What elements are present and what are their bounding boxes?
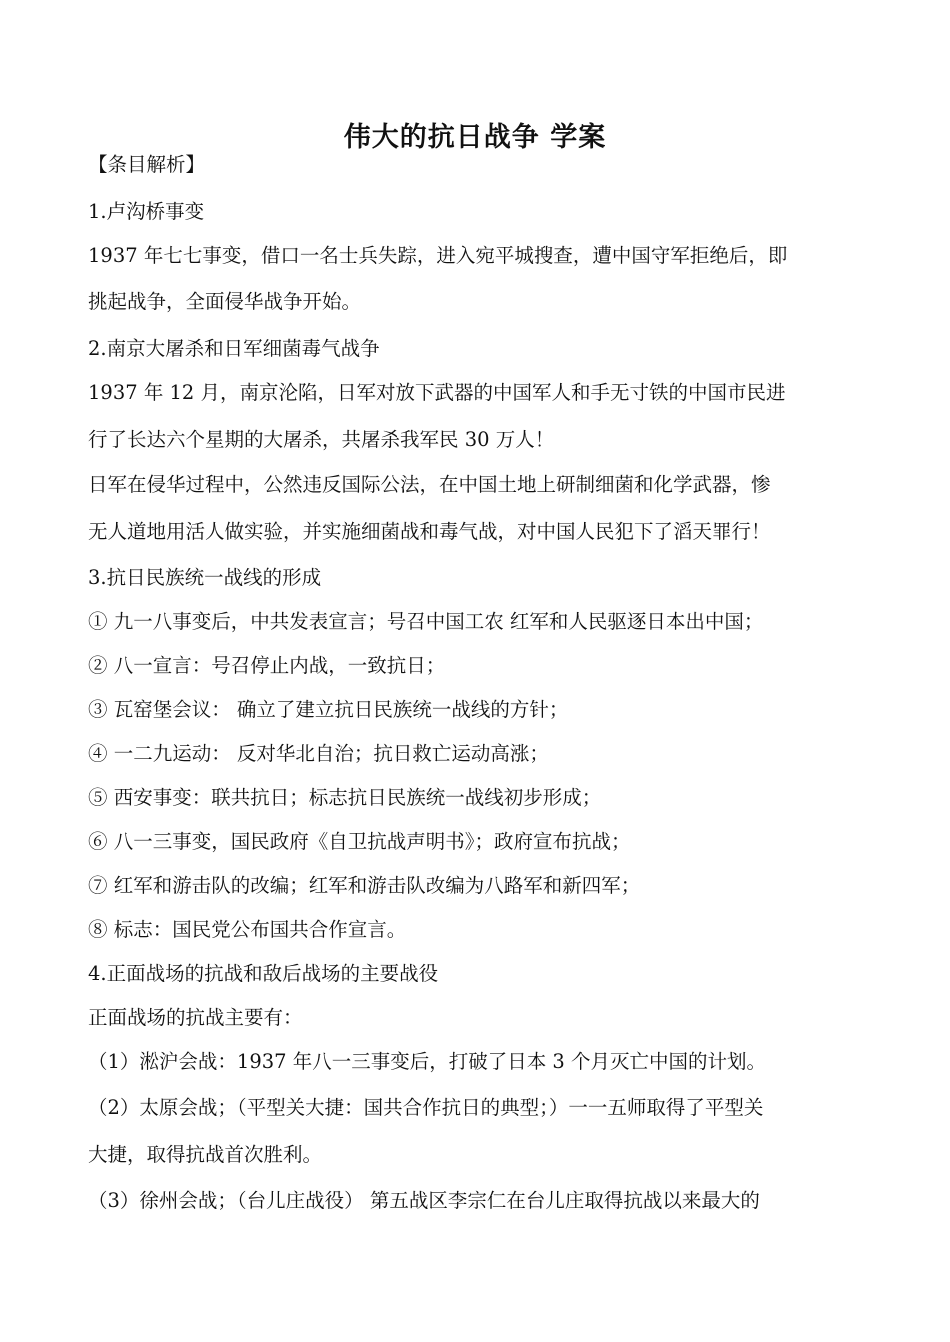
paragraph-line: 1937 年七七事变，借口一名士兵失踪，进入宛平城搜查，遭中国守军拒绝后，即 <box>88 244 788 267</box>
list-item: （3）徐州会战；（台儿庄战役） 第五战区李宗仁在台儿庄取得抗战以来最大的 <box>88 1189 760 1212</box>
paragraph-line: 行了长达六个星期的大屠杀，共屠杀我军民 30 万人！ <box>88 428 555 451</box>
list-item: ⑧ 标志：国民党公布国共合作宣言。 <box>88 918 407 941</box>
heading-1: 1.卢沟桥事变 <box>88 200 205 223</box>
list-item: （2）太原会战；（平型关大捷：国共合作抗日的典型；）一一五师取得了平型关 <box>88 1096 764 1119</box>
list-item: ⑥ 八一三事变，国民政府《自卫抗战声明书》；政府宣布抗战； <box>88 830 631 853</box>
list-item: （1）淞沪会战：1937 年八一三事变后，打破了日本 3 个月灭亡中国的计划。 <box>88 1050 767 1073</box>
document-title: 伟大的抗日战争 学案 <box>343 122 607 153</box>
paragraph-line: 正面战场的抗战主要有： <box>88 1006 303 1029</box>
paragraph-line: 日军在侵华过程中，公然违反国际公法，在中国土地上研制细菌和化学武器，惨 <box>88 473 771 496</box>
section-heading: 【条目解析】 <box>88 153 206 176</box>
list-item: ⑦ 红军和游击队的改编；红军和游击队改编为八路军和新四军； <box>88 874 641 897</box>
heading-3: 3.抗日民族统一战线的形成 <box>88 566 322 589</box>
list-item: ③ 瓦窑堡会议： 确立了建立抗日民族统一战线的方针； <box>88 698 569 721</box>
list-item: ④ 一二九运动： 反对华北自治；抗日救亡运动高涨； <box>88 742 549 765</box>
paragraph-line: 挑起战争，全面侵华战争开始。 <box>88 290 362 313</box>
paragraph-line: 大捷，取得抗战首次胜利。 <box>88 1143 323 1166</box>
heading-2: 2.南京大屠杀和日军细菌毒气战争 <box>88 337 380 360</box>
list-item: ⑤ 西安事变：联共抗日；标志抗日民族统一战线初步形成； <box>88 786 602 809</box>
list-item: ② 八一宣言：号召停止内战，一致抗日； <box>88 654 446 677</box>
paragraph-line: 1937 年 12 月，南京沦陷，日军对放下武器的中国军人和手无寸铁的中国市民进 <box>88 381 786 404</box>
list-item: ① 九一八事变后，中共发表宣言；号召中国工农 红军和人民驱逐日本出中国； <box>88 610 764 633</box>
paragraph-line: 无人道地用活人做实验，并实施细菌战和毒气战，对中国人民犯下了滔天罪行！ <box>88 520 771 543</box>
heading-4: 4.正面战场的抗战和敌后战场的主要战役 <box>88 962 439 985</box>
